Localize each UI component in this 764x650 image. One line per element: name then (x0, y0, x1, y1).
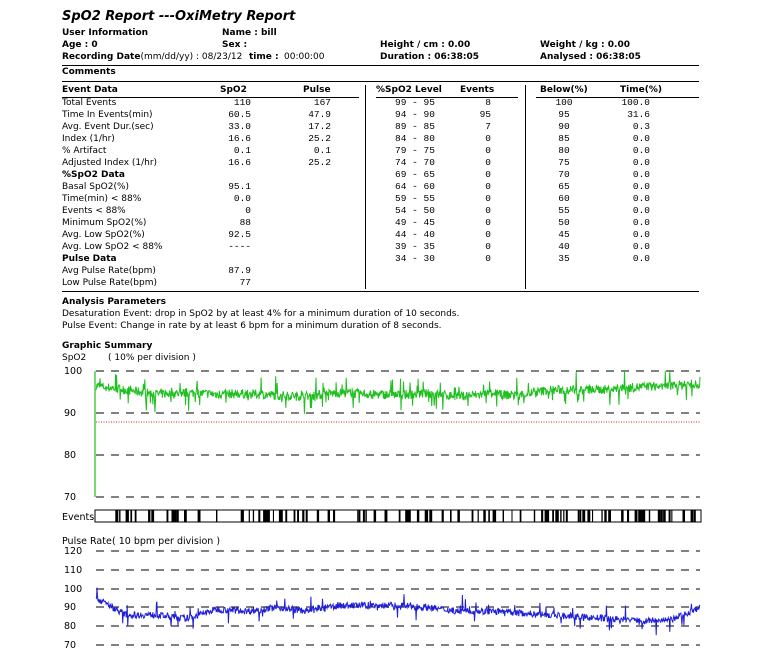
level-event-count: 0 (485, 133, 491, 144)
event-marker (621, 510, 624, 522)
event-marker (172, 510, 175, 522)
pulse-tick-label: 90 (64, 602, 77, 613)
pulse-value: 17.2 (308, 121, 331, 132)
event-marker (582, 510, 585, 522)
level-header: %SpO2 Level (376, 85, 442, 95)
row-label: Time(min) < 88% (62, 194, 142, 204)
level-event-count: 0 (485, 181, 491, 192)
pulse-value: 25.2 (308, 133, 331, 144)
row-label: Total Events (62, 98, 117, 108)
time-pct-value: 0.0 (632, 253, 650, 264)
event-marker (512, 510, 513, 522)
level-event-count: 8 (485, 97, 491, 108)
event-marker (442, 510, 444, 522)
event-marker (285, 510, 287, 522)
event-marker (552, 510, 554, 522)
analysis-title: Analysis Parameters (62, 297, 166, 307)
below-value: 55 (558, 205, 570, 216)
level-range: 59 - 55 (395, 193, 435, 204)
event-marker (694, 510, 696, 522)
level-range: 54 - 50 (395, 205, 435, 216)
event-marker (671, 510, 672, 522)
event-data-header: Event Data (62, 85, 118, 95)
event-marker (302, 510, 304, 522)
level-range: 39 - 35 (395, 241, 435, 252)
event-marker (333, 510, 335, 522)
event-marker (184, 510, 187, 522)
event-marker (167, 510, 169, 522)
event-marker (429, 510, 432, 522)
event-marker (249, 510, 250, 522)
spo2-header: SpO2 (220, 85, 247, 95)
event-marker (148, 510, 150, 522)
event-marker (503, 510, 504, 522)
level-event-count: 7 (485, 121, 491, 132)
time-pct-value: 31.6 (627, 109, 650, 120)
level-event-count: 0 (485, 157, 491, 168)
comments-label: Comments (62, 67, 116, 77)
events-label: Events (62, 512, 95, 523)
event-marker (317, 510, 319, 522)
time-pct-value: 0.0 (632, 217, 650, 228)
level-range: 79 - 75 (395, 145, 435, 156)
event-marker (478, 510, 479, 522)
level-event-count: 95 (479, 109, 491, 120)
pulse-trace (96, 588, 700, 636)
event-marker (608, 510, 611, 522)
event-marker (358, 510, 360, 522)
spo2-chart-label: SpO2 (62, 353, 87, 363)
level-event-count: 0 (485, 145, 491, 156)
report-title: SpO2 Report ---OxiMetry Report (62, 9, 296, 24)
row-label: Avg Pulse Rate(bpm) (62, 266, 156, 276)
below-value: 70 (558, 169, 570, 180)
below-value: 100 (555, 97, 573, 108)
spo2-tick-label: 100 (64, 366, 83, 377)
below-value: 85 (558, 133, 570, 144)
events-header: Events (460, 85, 495, 95)
row-label: Index (1/hr) (62, 134, 115, 144)
event-marker (135, 510, 137, 522)
spo2-tick-label: 80 (64, 450, 77, 461)
event-marker (450, 510, 452, 522)
level-range: 34 - 30 (395, 253, 435, 264)
spo2-tick-label: 70 (64, 492, 77, 503)
event-marker (279, 510, 282, 522)
pulse-chart-division: ( 10 bpm per division ) (112, 536, 221, 547)
user-sex: Sex : (222, 40, 248, 50)
event-marker (592, 510, 593, 522)
event-marker (545, 510, 547, 522)
below-value: 90 (558, 121, 570, 132)
event-marker (258, 510, 260, 522)
event-marker (642, 510, 645, 522)
event-marker (563, 510, 564, 522)
event-marker (520, 510, 522, 522)
spo2-value: 60.5 (228, 109, 251, 120)
row-label: Events < 88% (62, 206, 126, 216)
row-label: Low Pulse Rate(bpm) (62, 278, 157, 288)
event-marker (580, 510, 581, 522)
pulse-value: 47.9 (308, 109, 331, 120)
level-range: 44 - 40 (395, 229, 435, 240)
below-value: 75 (558, 157, 570, 168)
event-marker (601, 510, 602, 522)
event-marker (294, 510, 296, 522)
spo2-value: ---- (228, 241, 251, 252)
event-marker (663, 510, 665, 522)
level-event-count: 0 (485, 229, 491, 240)
spo2-value: 16.6 (228, 157, 251, 168)
event-marker (273, 510, 274, 522)
event-marker (560, 510, 561, 522)
event-marker (669, 510, 671, 522)
event-marker (587, 510, 590, 522)
level-range: 74 - 70 (395, 157, 435, 168)
event-marker (578, 510, 580, 522)
duration: Duration : 06:38:05 (380, 52, 480, 62)
event-marker (635, 510, 638, 522)
user-info-label: User Information (62, 28, 149, 38)
time-pct-value: 0.0 (632, 145, 650, 156)
event-marker (328, 510, 329, 522)
event-marker (661, 510, 663, 522)
level-event-count: 0 (485, 193, 491, 204)
spo2-chart-division: ( 10% per division ) (108, 353, 196, 363)
pulse-gridlines (96, 551, 700, 645)
spo2-value: 110 (233, 97, 251, 108)
event-marker (241, 510, 244, 522)
event-marker (604, 510, 606, 522)
pulse-param: Pulse Event: Change in rate by at least 6 bpm for a minimum duration of 8 seconds. (62, 321, 442, 331)
pulse-tick-label: 70 (64, 640, 77, 650)
event-marker (658, 510, 661, 522)
below-value: 80 (558, 145, 570, 156)
user-name: Name : bill (222, 28, 277, 38)
time-label: time : (249, 52, 279, 62)
below-value: 65 (558, 181, 570, 192)
time-pct-value: 0.0 (632, 181, 650, 192)
time-pct-header: Time(%) (620, 85, 662, 95)
event-marker (365, 510, 366, 522)
level-event-count: 0 (485, 205, 491, 216)
event-marker (357, 510, 358, 522)
spo2-value: 16.6 (228, 133, 251, 144)
spo2-section-label: %SpO2 Data (62, 170, 125, 180)
level-range: 69 - 65 (395, 169, 435, 180)
below-value: 95 (558, 109, 570, 120)
events-marks (115, 510, 696, 522)
time-pct-value: 0.0 (632, 133, 650, 144)
event-marker (425, 510, 428, 522)
pulse-section-label: Pulse Data (62, 254, 117, 264)
event-marker (417, 510, 419, 522)
spo2-value: 33.0 (228, 121, 251, 132)
event-marker (198, 510, 201, 522)
pulse-value: 0.1 (313, 145, 331, 156)
user-age: Age : 0 (62, 40, 98, 50)
pulse-tick-label: 120 (64, 546, 83, 557)
row-label: Avg. Event Dur.(sec) (62, 122, 154, 132)
below-value: 35 (558, 253, 570, 264)
pulse-tick-label: 110 (64, 565, 83, 576)
series-line (96, 588, 700, 636)
time-pct-value: 0.0 (632, 241, 650, 252)
desat-param: Desaturation Event: drop in SpO2 by at least 4% for a minimum duration of 10 seconds. (62, 309, 460, 319)
level-event-count: 0 (485, 217, 491, 228)
level-range: 94 - 90 (395, 109, 435, 120)
event-marker (557, 510, 559, 522)
event-marker (640, 510, 642, 522)
pulse-tick-label: 80 (64, 621, 77, 632)
event-marker (374, 510, 377, 522)
below-value: 40 (558, 241, 570, 252)
below-value: 60 (558, 193, 570, 204)
level-range: 64 - 60 (395, 181, 435, 192)
graphic-title: Graphic Summary (62, 341, 153, 351)
event-marker (115, 510, 118, 522)
event-marker (151, 510, 154, 522)
pulse-chart-label: Pulse Rate (62, 536, 112, 547)
row-label: Avg. Low SpO2 < 88% (62, 242, 163, 252)
pulse-value: 25.2 (308, 157, 331, 168)
row-label: Time In Events(min) (62, 110, 153, 120)
event-marker (127, 510, 129, 522)
time-pct-value: 0.0 (632, 157, 650, 168)
user-weight: Weight / kg : 0.00 (540, 40, 630, 50)
time-pct-value: 0.0 (632, 193, 650, 204)
event-marker (216, 510, 217, 522)
event-marker (483, 510, 486, 522)
pulse-value: 87.9 (228, 265, 251, 276)
row-label: Adjusted Index (1/hr) (62, 158, 158, 168)
time-pct-value: 0.3 (632, 121, 650, 132)
event-marker (177, 510, 179, 522)
level-range: 49 - 45 (395, 217, 435, 228)
level-range: 89 - 85 (395, 121, 435, 132)
recording-date-value: (mm/dd/yy) : 08/23/12 (140, 52, 243, 62)
spo2-value: 0.1 (233, 145, 251, 156)
event-marker (627, 510, 629, 522)
event-marker (363, 510, 365, 522)
below-value: 45 (558, 229, 570, 240)
level-event-count: 0 (485, 253, 491, 264)
row-label: Avg. Low SpO2(%) (62, 230, 145, 240)
level-range: 99 - 95 (395, 97, 435, 108)
below-value: 50 (558, 217, 570, 228)
event-marker (495, 510, 497, 522)
pulse-tick-label: 100 (64, 584, 83, 595)
level-event-count: 0 (485, 169, 491, 180)
row-label: % Artifact (62, 146, 107, 156)
time-pct-value: 0.0 (632, 169, 650, 180)
pulse-value: 77 (239, 277, 251, 288)
user-height: Height / cm : 0.00 (380, 40, 471, 50)
spo2-trace (96, 371, 700, 414)
event-marker (649, 510, 650, 522)
event-marker (457, 510, 460, 522)
event-marker (399, 510, 401, 522)
pulse-value: 167 (313, 97, 331, 108)
event-marker (541, 510, 543, 522)
spo2-value: 95.1 (228, 181, 251, 192)
series-line (96, 371, 700, 414)
event-marker (267, 510, 270, 522)
spo2-value: 92.5 (228, 229, 251, 240)
time-pct-value: 100.0 (621, 97, 650, 108)
row-label: Minimum SpO2(%) (62, 218, 147, 228)
event-marker (385, 510, 388, 522)
event-marker (406, 510, 408, 522)
time-pct-value: 0.0 (632, 229, 650, 240)
event-marker (534, 510, 535, 522)
event-marker (683, 510, 686, 522)
level-range: 84 - 80 (395, 133, 435, 144)
level-event-count: 0 (485, 241, 491, 252)
below-header: Below(%) (540, 85, 588, 95)
time-pct-value: 0.0 (632, 205, 650, 216)
time-value: 00:00:00 (284, 52, 325, 62)
spo2-value: 88 (239, 217, 251, 228)
event-marker (297, 510, 299, 522)
event-marker (253, 510, 254, 522)
spo2-tick-label: 90 (64, 408, 77, 419)
event-marker (119, 510, 120, 522)
event-marker (130, 510, 132, 522)
spo2-value: 0.0 (233, 193, 251, 204)
analysed: Analysed : 06:38:05 (540, 52, 641, 62)
spo2-value: 0 (245, 205, 251, 216)
recording-date-label: Recording Date (62, 52, 141, 62)
event-marker (691, 510, 693, 522)
event-marker (566, 510, 567, 522)
event-marker (488, 510, 490, 522)
event-marker (472, 510, 474, 522)
pulse-header: Pulse (303, 85, 331, 95)
row-label: Basal SpO2(%) (62, 182, 130, 192)
event-marker (306, 510, 308, 522)
